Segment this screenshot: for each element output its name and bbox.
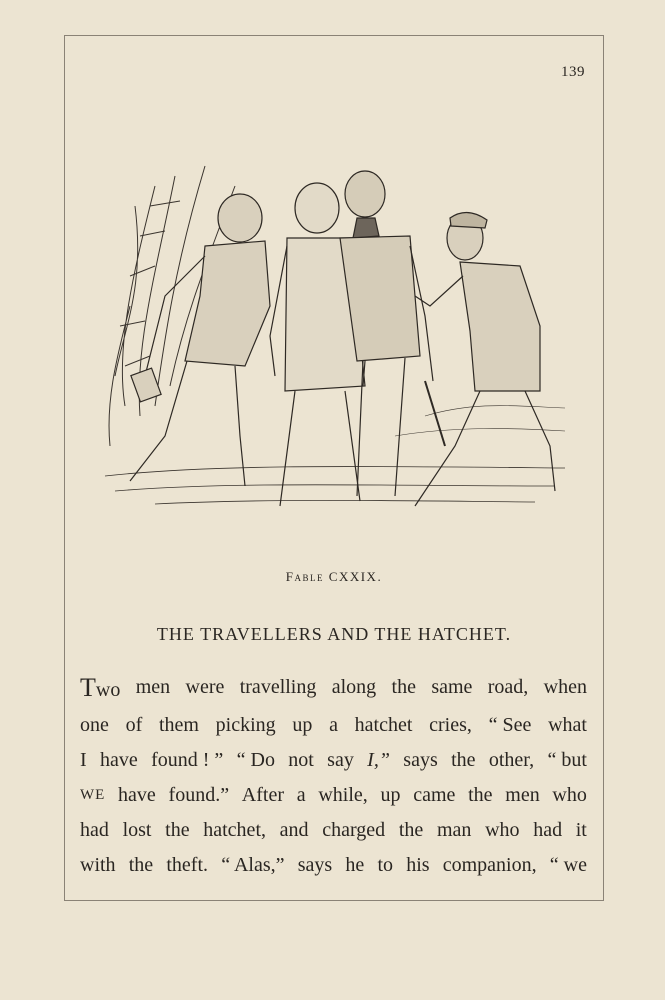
text-word: one — [80, 714, 109, 736]
text-word: theft. — [166, 854, 209, 876]
page-frame — [64, 35, 604, 901]
text-word: say — [327, 749, 354, 771]
text-word: who — [485, 819, 520, 841]
text-line — [80, 813, 587, 848]
text-word: when — [543, 676, 587, 698]
text-word: the — [165, 819, 190, 841]
text-line — [80, 670, 587, 708]
text-word: charged — [322, 819, 386, 841]
text-word: not — [288, 749, 314, 771]
text-word: came — [413, 784, 456, 806]
text-word: what — [548, 714, 587, 736]
fable-title: THE TRAVELLERS AND THE HATCHET. — [156, 624, 512, 644]
text-word: had — [533, 819, 563, 841]
text-word: his — [406, 854, 430, 876]
text-word: travelling — [239, 676, 317, 698]
text-word: After — [241, 784, 284, 806]
text-word: have — [118, 784, 156, 806]
text-word: “ we — [549, 854, 587, 876]
text-word: WE — [80, 787, 106, 803]
fable-body-text — [80, 670, 587, 883]
text-word: same — [431, 676, 473, 698]
text-word: “ but — [547, 749, 587, 771]
text-word: man — [436, 819, 472, 841]
text-word: a — [296, 784, 306, 806]
text-word: “ See — [488, 714, 532, 736]
text-word: companion, — [442, 854, 537, 876]
text-word: says — [297, 854, 333, 876]
text-word: lost — [122, 819, 152, 841]
engraving-illustration — [95, 146, 575, 516]
text-word: found.” — [168, 784, 230, 806]
text-word: up — [380, 784, 401, 806]
text-word: I,” — [367, 749, 390, 771]
text-word: the — [128, 854, 154, 876]
text-word: of — [125, 714, 143, 736]
text-word: found ! ” — [151, 749, 224, 771]
text-word: it — [575, 819, 587, 841]
text-line — [80, 848, 587, 883]
text-word: them — [158, 714, 199, 736]
text-word: while, — [318, 784, 368, 806]
text-word: up — [292, 714, 313, 736]
text-word: hatchet, — [203, 819, 266, 841]
text-word: “ Alas,” — [221, 854, 285, 876]
text-word: the — [391, 676, 416, 698]
text-word: men — [505, 784, 540, 806]
travellers-hatchet-engraving — [95, 146, 575, 516]
text-word: and — [279, 819, 309, 841]
fable-number: Fable CXXIX. — [285, 569, 383, 584]
text-line — [80, 708, 587, 743]
text-line — [80, 743, 587, 778]
text-word: cries, — [429, 714, 472, 736]
text-word: I — [80, 749, 87, 771]
text-word: the — [468, 784, 493, 806]
text-word: says — [403, 749, 438, 771]
text-word: road, — [487, 676, 529, 698]
text-word: the — [398, 819, 424, 841]
text-word: Two — [80, 673, 121, 702]
page-number: 139 — [561, 64, 585, 80]
text-word: had — [80, 819, 109, 841]
text-word: he — [345, 854, 365, 876]
text-word: men — [135, 676, 171, 698]
text-word: were — [185, 676, 225, 698]
text-word: along — [331, 676, 377, 698]
text-line — [80, 778, 587, 813]
text-word: to — [377, 854, 393, 876]
text-word: have — [100, 749, 138, 771]
text-word: picking — [215, 714, 276, 736]
text-word: “ Do — [236, 749, 275, 771]
text-word: hatchet — [354, 714, 413, 736]
text-word: a — [329, 714, 338, 736]
text-word: who — [552, 784, 587, 806]
text-word: other, — [488, 749, 535, 771]
text-word: with — [80, 854, 116, 876]
text-word: the — [451, 749, 476, 771]
